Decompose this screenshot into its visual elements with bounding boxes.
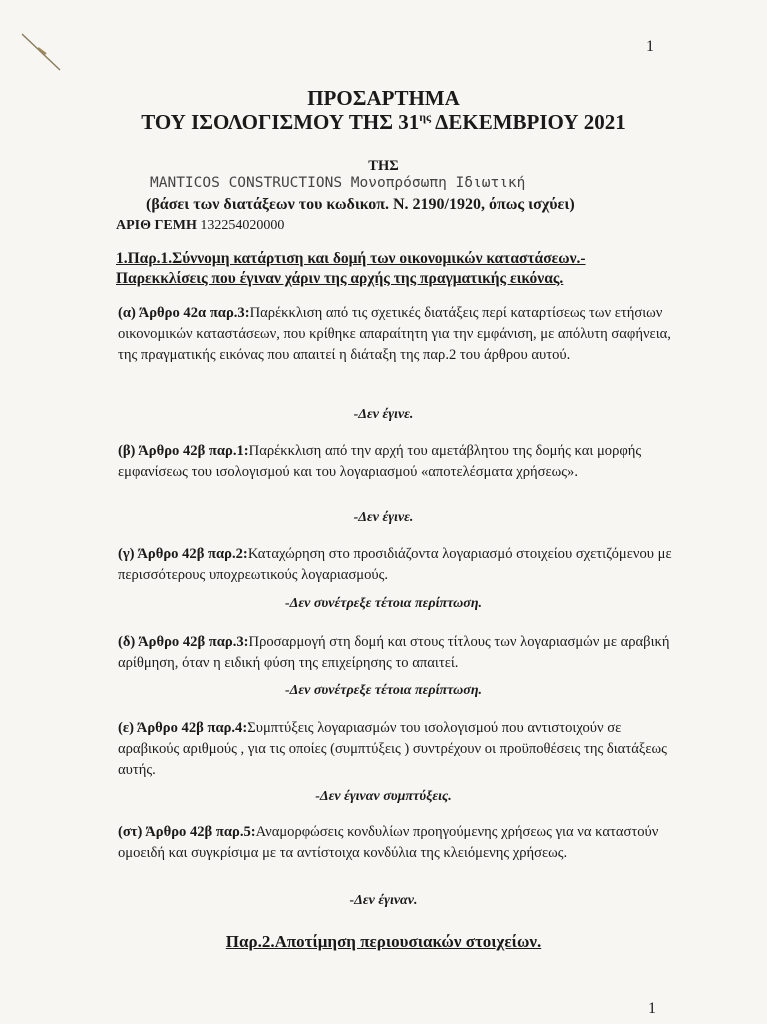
pen-mark-decoration <box>18 30 68 75</box>
title-line-2: ΤΟΥ ΙΣΟΛΟΓΙΣΜΟΥ ΤΗΣ $31^{\eta\varsigma}$ ΔΕΚΕΜΒΡΙΟΥ 2021 <box>141 110 626 134</box>
title-line-1: ΠΡΟΣΑΡΤΗΜΑ <box>307 86 460 110</box>
item-c: (γ) Άρθρο 42β παρ.2:Καταχώρηση στο προσιδιάζοντα λογαριασμό στοιχείου σχετιζόμενου με περισσότερους υποχρεωτικούς λογαριασμούς. <box>118 546 672 583</box>
item-b: (β) Άρθρο 42β παρ.1:Παρέκκλιση από την αρχή του αμετάβλητου της δομής και μορφής εμφανίσεως του ισολογισμού και του λογαριασμού «αποτελέσματα χρήσεως». <box>118 443 642 480</box>
section-2-title: Παρ.2.Αποτίμηση περιουσιακών στοιχείων. <box>225 932 542 951</box>
company-name: MANTICOS CONSTRUCTIONS Μονοπρόσωπη Ιδιωτική <box>150 175 526 191</box>
the-label: ΤΗΣ <box>368 158 399 174</box>
item-c-response: -Δεν συνέτρεξε τέτοια περίπτωση. <box>284 596 483 611</box>
section-1-title-line-2: Παρεκκλίσεις που έγιναν χάριν της αρχής της πραγματικής εικόνας. <box>116 270 564 287</box>
item-a-response: -Δεν έγινε. <box>353 407 414 422</box>
item-d-response: -Δεν συνέτρεξε τέτοια περίπτωση. <box>284 683 483 698</box>
item-f: (στ) Άρθρο 42β παρ.5:Αναμορφώσεις κονδυλίων προηγούμενης χρήσεως για να καταστούν ομοειδή και συγκρίσιμα με τα αντίστοιχα κονδύλια της κλειόμενης χρήσεως. <box>118 824 659 861</box>
page-number-bottom: 1 <box>648 1000 656 1017</box>
item-e-response: -Δεν έγιναν συμπτύξεις. <box>315 789 452 804</box>
item-d: (δ) Άρθρο 42β παρ.3:Προσαρμογή στη δομή και στους τίτλους των λογαριασμών με αραβική αρίθμηση, όταν η ειδική φύση της επιχείρησης το απαιτεί. <box>118 634 670 671</box>
section-1-title-line-1: 1.Παρ.1.Σύννομη κατάρτιση και δομή των οικονομικών καταστάσεων.- <box>116 250 586 267</box>
item-a: (α) Άρθρο 42α παρ.3:Παρέκκλιση από τις σχετικές διατάξεις περί καταρτίσεως των ετήσιων οικονομικών καταστάσεων, που κρίθηκε απαραίτητη για την εμφάνιση, με απόλυτη σαφήνεια, της πραγματικής εικόνας που απαιτεί η διάταξη της παρ.2 του άρθρου αυτού. <box>118 305 671 363</box>
item-e: (ε) Άρθρο 42β παρ.4:Συμπτύξεις λογαριασμών του ισολογισμού που αντιστοιχούν σε αραβικούς αριθμούς , για τις οποίες (συμπτύξεις ) συντρέχουν οι προϋποθέσεις της διατάξεως αυτής. <box>118 720 667 778</box>
gemi-line: ΑΡΙΘ ΓΕΜΗ 132254020000 <box>116 218 285 233</box>
item-f-response: -Δεν έγιναν. <box>349 893 418 908</box>
legal-basis: (βάσει των διατάξεων του κωδικοπ. Ν. 2190/1920, όπως ισχύει) <box>146 196 575 213</box>
page-number-top: 1 <box>646 38 654 55</box>
item-b-response: -Δεν έγινε. <box>353 510 414 525</box>
